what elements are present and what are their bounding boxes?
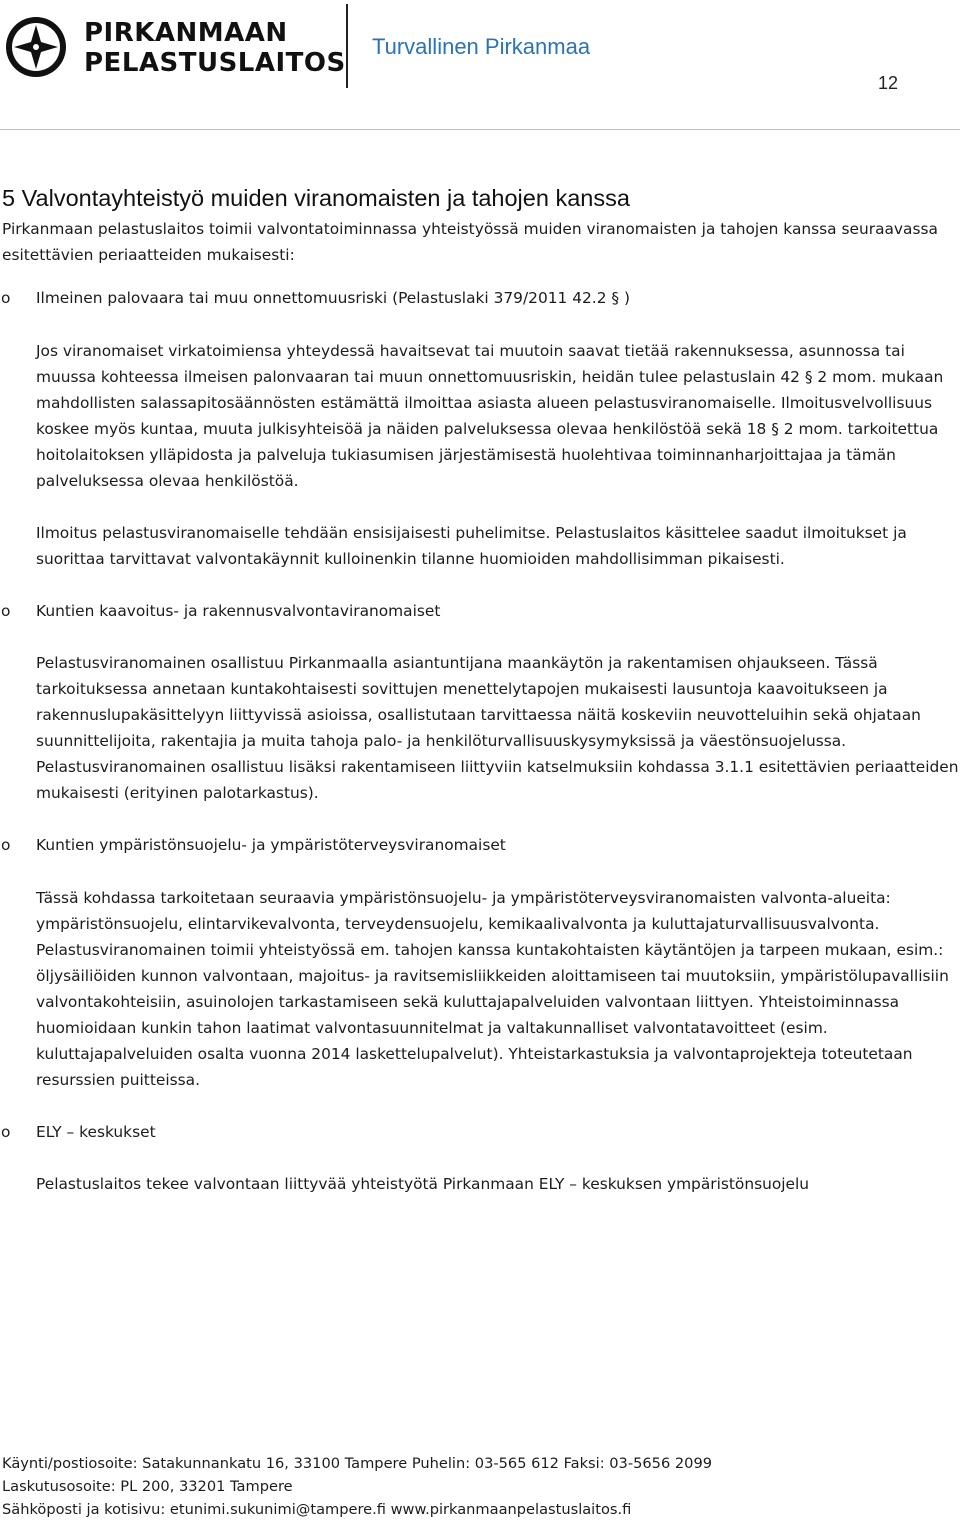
list-item-title: Kuntien kaavoitus- ja rakennusvalvontaviranomaiset [36,602,441,620]
header-divider [346,4,348,88]
list-bullet: o [1,836,11,854]
header-rule [0,129,960,130]
pelastuslaitos-logo-icon [4,14,68,80]
list-item-paragraph: Ilmoitus pelastusviranomaiselle tehdään ensisijaisesti puhelimitse. Pelastuslaitos käsittelee saadut ilmoitukset ja suorittaa tarvittavat valvontakäynnit kulloinenkin tilanne huomioiden mahdollisimman pikaisesti. [36,524,907,568]
cooperation-list [0,285,960,1197]
list-item-title: Ilmeinen palovaara tai muu onnettomuusriski (Pelastuslaki 379/2011 42.2 § ) [36,289,630,307]
email-link[interactable]: etunimi.sukunimi@tampere.fi [169,1501,386,1518]
list-item [0,1119,960,1197]
list-item-paragraph: Tässä kohdassa tarkoitetaan seuraavia ympäristönsuojelu- ja ympäristöterveysviranomaisten valvonta-alueita: ympäristönsuojelu, elintarvikevalvonta, terveydensuojelu, kemikaalivalvonta ja kuluttajaturvallisuusvalvonta. Pelastusviranomainen toimii yhteistyössä em. tahojen kanssa kuntakohtaisten käytäntöjen ja tarpeen mukaan, esim.: öljysäiliöiden kunnon valvontaan, majoitus- ja ravitsemisliikkeiden aloittamiseen tai muutoksiin, ympäristölupavallisiin valvontakohteisiin, asuinolojen tarkastamiseen sekä kuluttajapalveluiden valvontaan liittyen. Yhteistoiminnassa huomioidaan kunkin tahon laatimat valvontasuunnitelmat ja valtakunnalliset valvontatavoitteet (esim. kuluttajapalveluiden osalta vuonna 2014 laskettelupalvelut). Yhteistarkastuksia ja valvontaprojekteja toteutetaan resurssien puitteissa. [36,889,949,1089]
list-item-title: Kuntien ympäristönsuojelu- ja ympäristöterveysviranomaiset [36,836,506,854]
document-title: Turvallinen Pirkanmaa [372,34,591,59]
list-item-paragraph: Pelastuslaitos tekee valvontaan liittyvää yhteistyötä Pirkanmaan ELY – keskuksen ympäristönsuojelu [36,1175,810,1193]
footer-billing-line: Laskutusosoite: PL 200, 33201 Tampere [2,1478,293,1495]
list-bullet: o [1,602,11,620]
page-header [0,0,960,100]
list-item-title: ELY – keskukset [36,1123,156,1141]
logo-text-line-2: PELASTUSLAITOS [84,48,346,78]
organization-logo-text [84,18,346,78]
list-bullet: o [1,1123,11,1141]
list-item [0,285,960,572]
list-item [0,832,960,1093]
website-link[interactable]: www.pirkanmaanpelastuslaitos.fi [390,1501,632,1518]
list-item [0,598,960,806]
footer-address-line: Käynti/postiosoite: Satakunnankatu 16, 33100 Tampere Puhelin: 03-565 612 Faksi: 03-5656 2099 [2,1455,713,1472]
footer-contact-label: Sähköposti ja kotisivu: [2,1501,170,1518]
list-item-paragraph: Pelastusviranomainen osallistuu Pirkanmaalla asiantuntijana maankäytön ja rakentamisen ohjaukseen. Tässä tarkoituksessa annetaan kuntakohtaisesti sovittujen menettelytapojen mukaisesti lausuntoja kaavoitukseen ja rakennuslupakäsittelyyn liittyvissä asioissa, osallistutaan tarvittaessa näitä koskeviin neuvotteluihin sekä ohjataan suunnittelijoita, rakentajia ja muita tahoja palo- ja henkilöturvallisuuskysymyksissä ja väestönsuojelussa. Pelastusviranomainen osallistuu lisäksi rakentamiseen liittyviin katselmuksiin kohdassa 3.1.1 esitettävien periaatteiden mukaisesti (erityinen palotarkastus). [36,654,959,802]
page-footer [2,1452,960,1521]
page-content [0,180,960,1197]
intro-paragraph: Pirkanmaan pelastuslaitos toimii valvontatoiminnassa yhteistyössä muiden viranomaisten ja tahojen kanssa seuraavassa esitettävien periaatteiden mukaisesti: [2,220,938,264]
page-number: 12 [878,73,899,93]
section-heading: 5 Valvontayhteistyö muiden viranomaisten ja tahojen kanssa [2,185,630,211]
footer-contact-line [2,1498,960,1521]
logo-text-line-1: PIRKANMAAN [84,18,288,48]
list-item-paragraph: Jos viranomaiset virkatoimiensa yhteydessä havaitsevat tai muutoin saavat tietää rakennuksessa, asunnossa tai muussa kohteessa ilmeisen palonvaaran tai muun onnettomuusriskin, heidän tulee pelastuslain 42 § 2 mom. mukaan mahdollisten salassapitosäännösten estämättä ilmoittaa asiasta alueen pelastusviranomaiselle. Ilmoitusvelvollisuus koskee myös kuntaa, muuta julkisyhteisöä ja näiden palveluksessa olevaa henkilöstöä sekä 18 § 2 mom. tarkoitettua hoitolaitoksen ylläpidosta ja palveluja tukiasumisen järjestämisestä huolehtivaa toiminnanharjoittajaa ja tämän palveluksessa olevaa henkilöstöä. [36,342,944,490]
list-bullet: o [1,289,11,307]
